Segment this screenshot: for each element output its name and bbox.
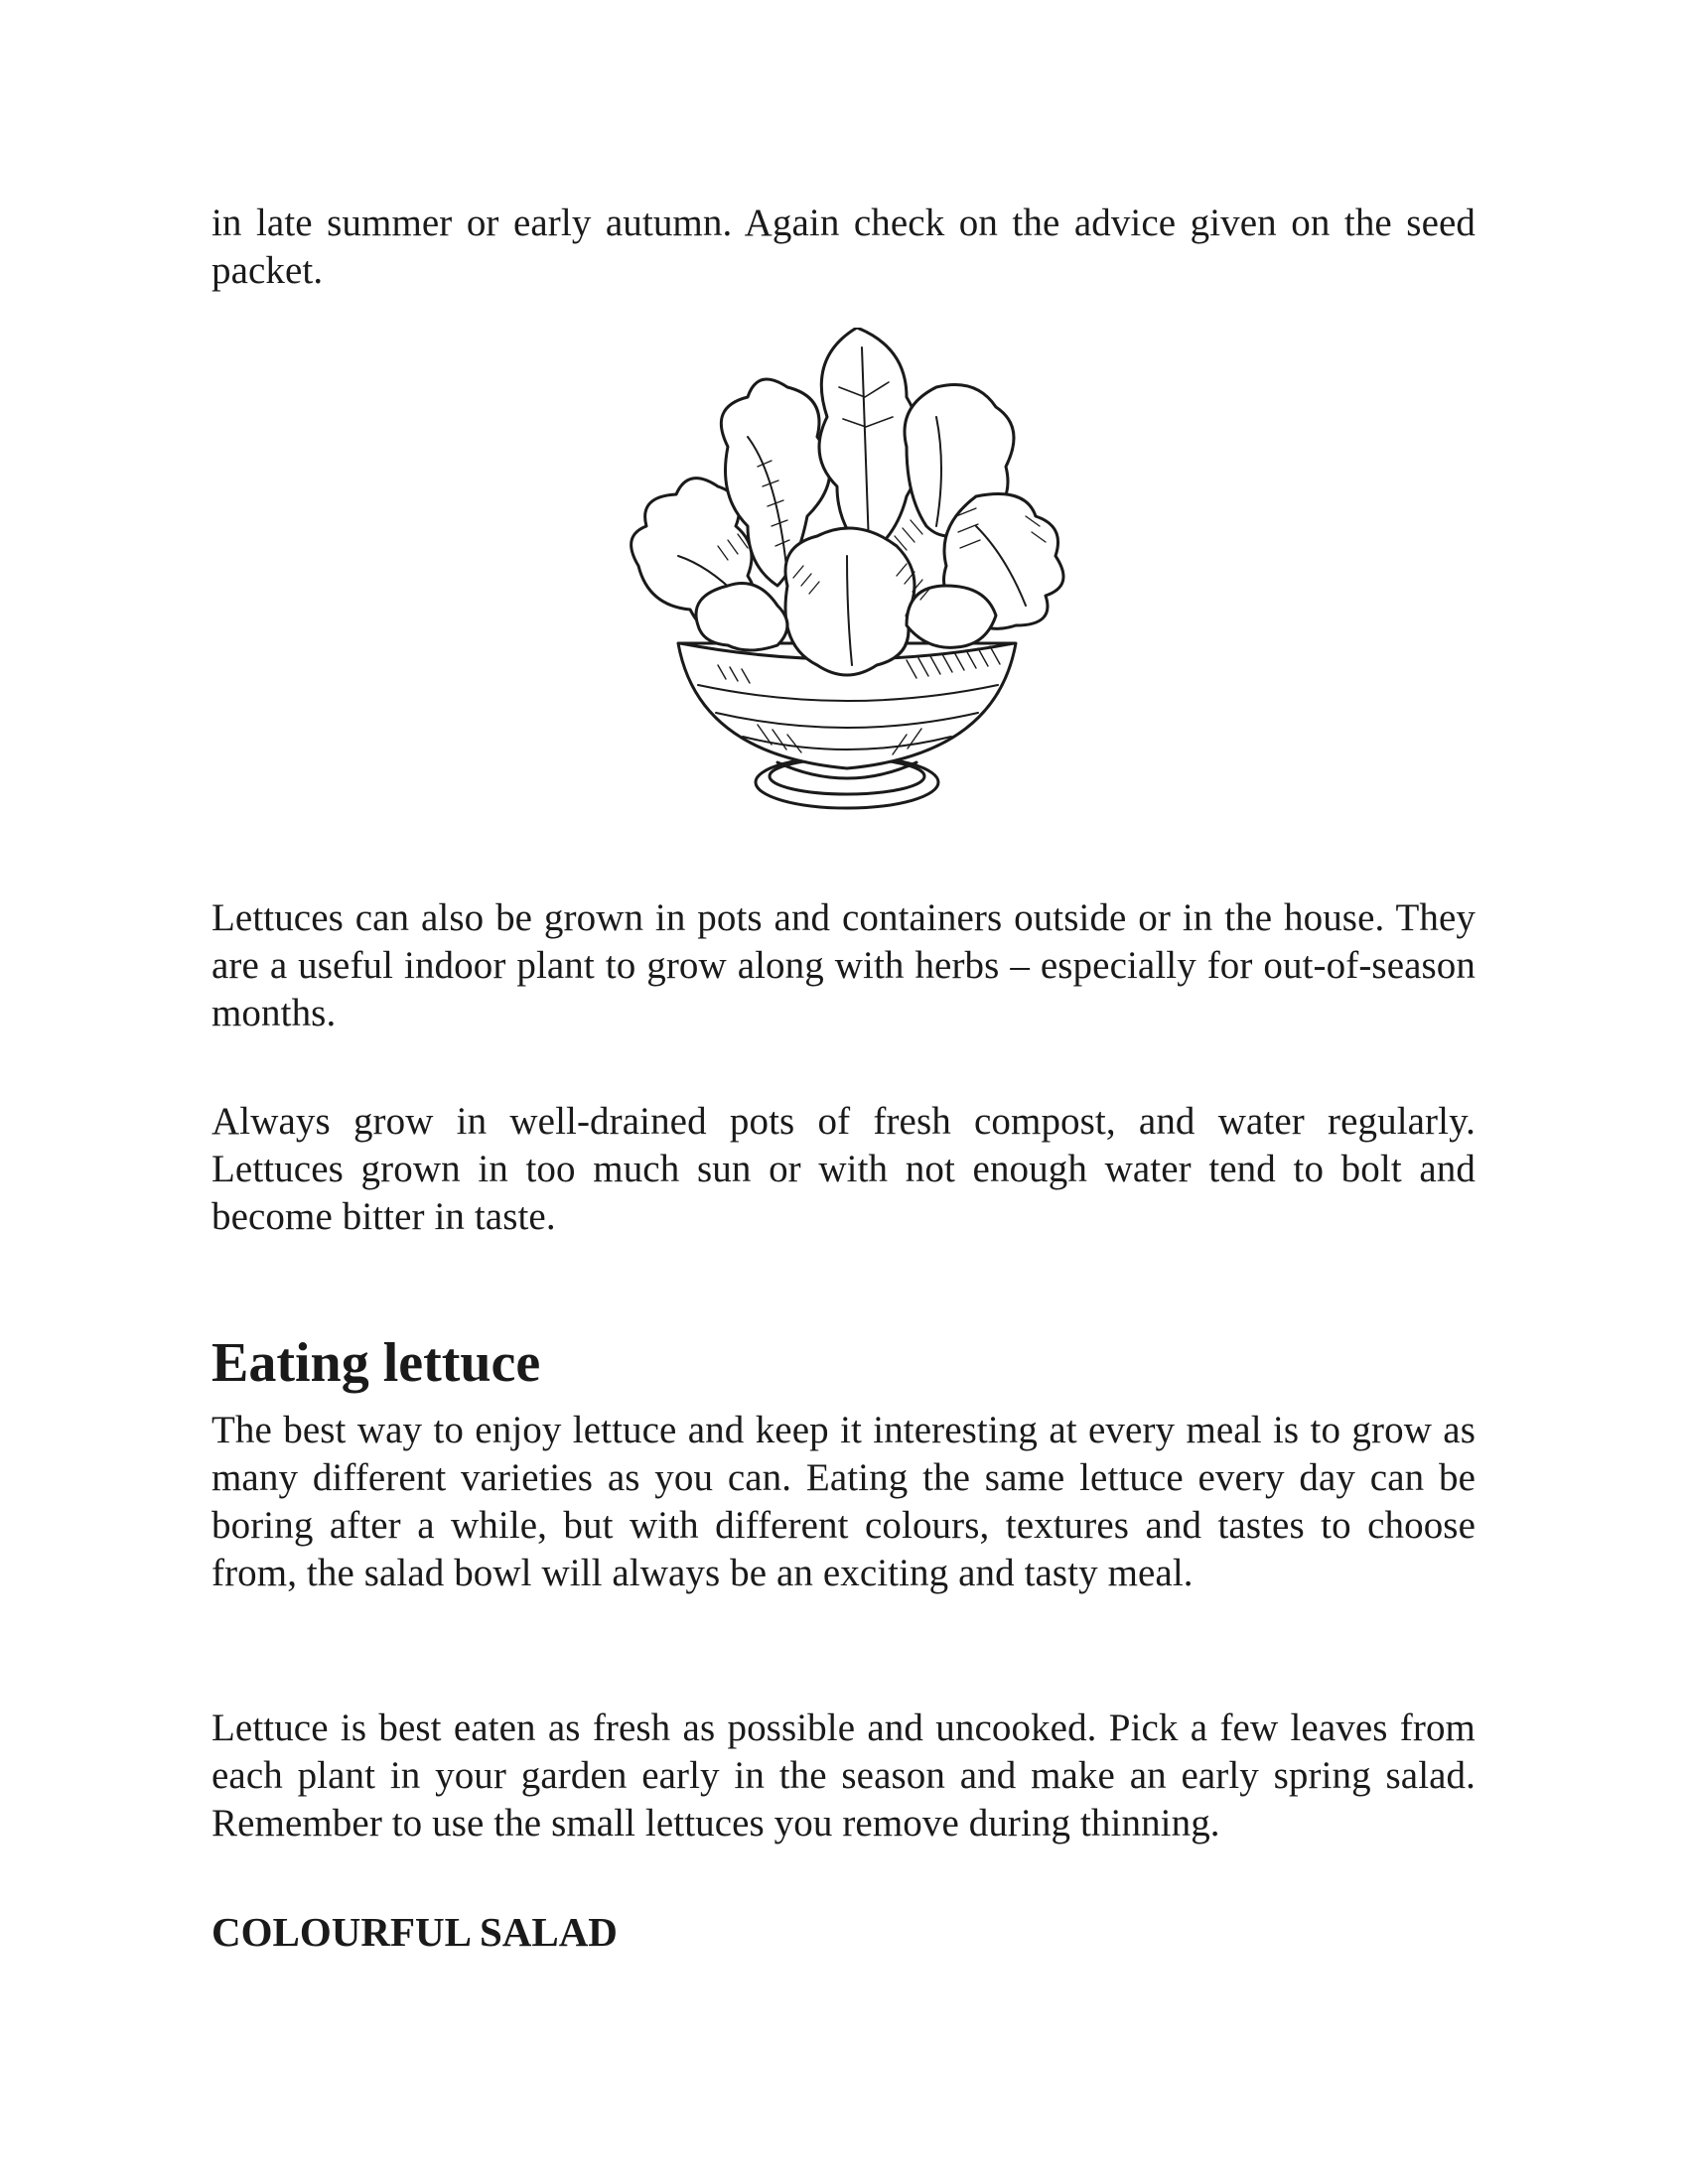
section-heading: Eating lettuce [211,1332,541,1394]
recipe-heading: COLOURFUL SALAD [211,1909,618,1955]
paragraph-varieties: The best way to enjoy lettuce and keep it interesting at every meal is to grow as many different varieties as you can. Eating the same lettuce every day can be boring after a while, but with different colours, textures and tastes to choose from, the salad bowl will always be an exciting and tasty meal. [211,1409,1476,1594]
paragraph-well-drained: Always grow in well-drained pots of fresh compost, and water regularly. Lettuces grown in too much sun or with not enough water tend to bolt and become bitter in taste. [211,1100,1476,1238]
lettuce-bowl-icon [609,328,1085,834]
paragraph-seed-packet: in late summer or early autumn. Again check on the advice given on the seed packet. [211,202,1476,292]
paragraph-pots-containers: Lettuces can also be grown in pots and containers outside or in the house. They are a useful indoor plant to grow along with herbs – especially for out-of-season months. [211,896,1476,1034]
lettuce-bowl-illustration [609,328,1085,834]
paragraph-fresh: Lettuce is best eaten as fresh as possible and uncooked. Pick a few leaves from each plant in your garden early in the season and make an early spring salad. Remember to use the small lettuces you remove during thinning. [211,1706,1476,1844]
